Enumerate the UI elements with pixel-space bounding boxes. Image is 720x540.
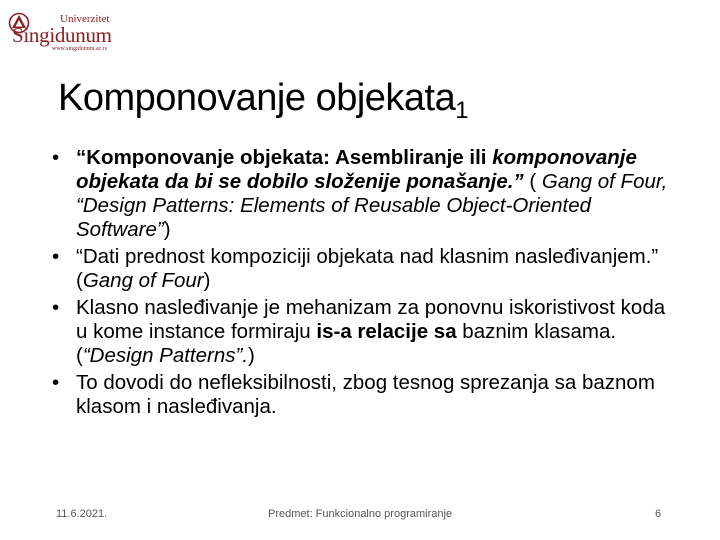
logo-url: www.singidunum.ac.rs (52, 46, 108, 52)
bullet-item-3 (52, 296, 672, 368)
bullet-dot: • (52, 146, 60, 169)
bullet-item-4 (52, 371, 672, 419)
bullet-1-citation: Gang of Four, “Design Patterns: Elements of Reusable Object-Oriented Software” (76, 170, 668, 241)
logo-top-text: Univerzitet (60, 13, 110, 25)
title-subscript: 1 (455, 97, 469, 124)
university-logo (8, 12, 112, 54)
footer-date: 11.6.2021. (56, 508, 108, 520)
bullet-item-2 (52, 245, 672, 293)
bullet-1-paren-open: ( (523, 170, 542, 193)
title-main: Komponovanje objekata (58, 77, 456, 119)
bullet-1-paren-close: ) (163, 218, 171, 241)
bullet-3-citation: “Design Patterns”. (82, 344, 249, 367)
bullet-3-text-mid: baznim klasama. ( (76, 320, 617, 367)
slide-title (58, 76, 469, 124)
bullet-3-text-end: ) (248, 344, 255, 367)
bullet-list (52, 146, 672, 422)
bullet-4-text: To dovodi do nefleksibilnosti, zbog tesnog sprezanja sa baznom klasom i nasleđivanja. (76, 371, 655, 418)
bullet-1-quote-open: “ (76, 146, 87, 169)
footer-subject: Predmet: Funkcionalno programiranje (268, 508, 453, 520)
bullet-2-quote: “Dati prednost kompoziciji objekata nad klasnim nasleđivanjem.” ( (76, 245, 659, 292)
logo-name: Singidunum (12, 23, 112, 47)
slide-number: 6 (655, 508, 662, 520)
bullet-2-citation: Gang of Four (82, 269, 204, 292)
bullet-1-bold-italic: komponovanje objekata da bi se dobilo složenije ponašanje.” (76, 146, 637, 193)
bullet-dot: • (52, 296, 60, 319)
bullet-2-paren-close: ) (203, 269, 211, 292)
bullet-item-1 (52, 146, 672, 242)
bullet-dot: • (52, 371, 60, 394)
bullet-dot: • (52, 245, 60, 268)
bullet-3-text-start: Klasno nasleđivanje je mehanizam za ponovnu iskoristivost koda u kome instance formiraju (76, 296, 666, 343)
bullet-3-bold: is-a relacije sa (316, 320, 457, 343)
bullet-1-bold: Komponovanje objekata: Asembliranje ili (86, 146, 487, 169)
